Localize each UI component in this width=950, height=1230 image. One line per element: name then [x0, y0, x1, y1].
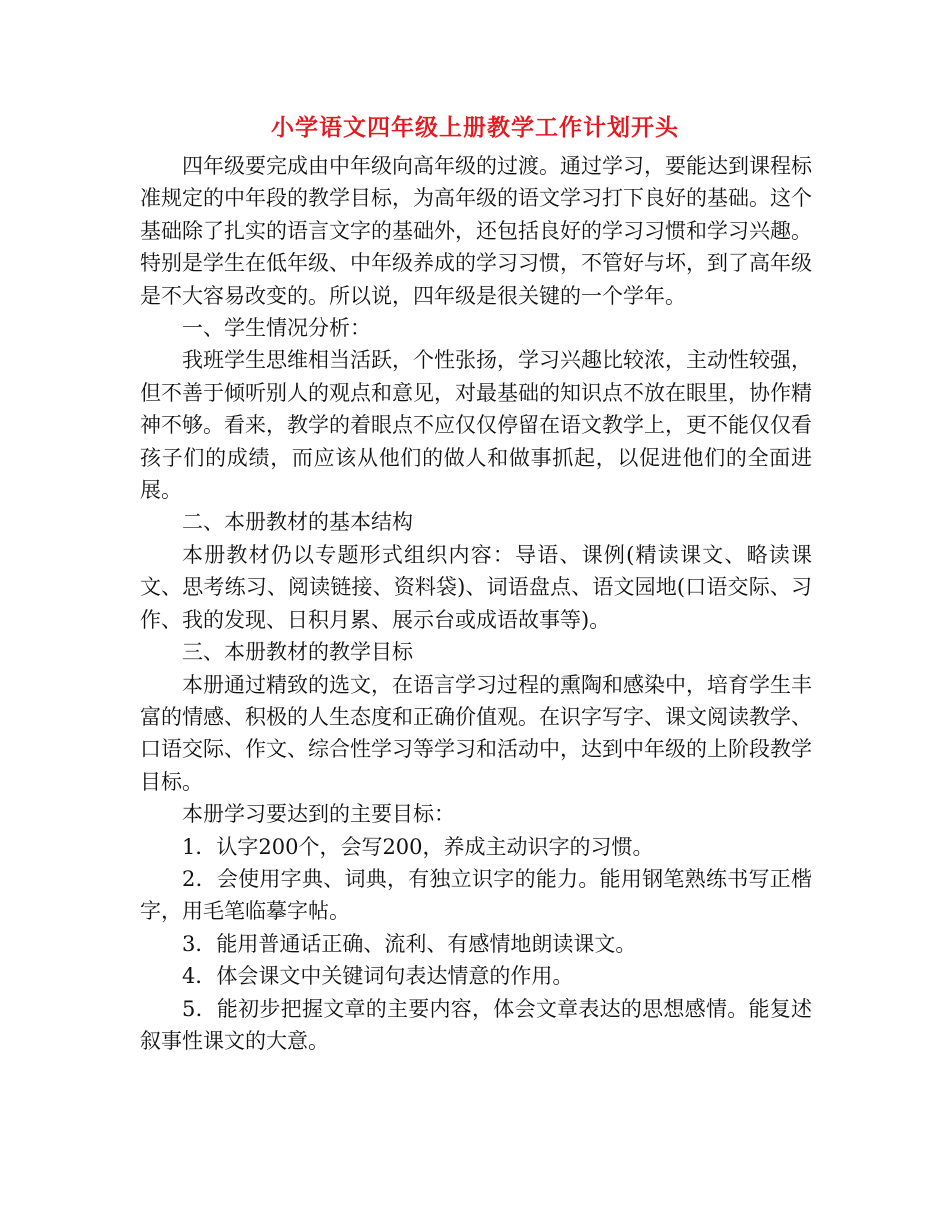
- teaching-goals-paragraph: 本册通过精致的选文，在语言学习过程的熏陶和感染中，培育学生丰富的情感、积极的人生态度和正确价值观。在识字写字、课文阅读教学、口语交际、作文、综合性学习等学习和活动中，达到中年级的上阶段教学目标。: [140, 672, 812, 794]
- textbook-structure-paragraph: 本册教材仍以专题形式组织内容：导语、课例(精读课文、略读课文、思考练习、阅读链接、资料袋)、词语盘点、语文园地(口语交际、习作、我的发现、日积月累、展示台或成语故事等)。: [140, 542, 812, 632]
- section-heading-student-analysis: 一、学生情况分析：: [182, 316, 371, 341]
- document-title: 小学语文四年级上册教学工作计划开头: [271, 115, 679, 141]
- section-heading-teaching-goals: 三、本册教材的教学目标: [182, 640, 413, 665]
- goal-item-2: 2．会使用字典、词典，有独立识字的能力。能用钢笔熟练书写正楷字，用毛笔临摹字帖。: [140, 866, 812, 924]
- main-goals-intro: 本册学习要达到的主要目标：: [182, 802, 455, 827]
- goal-item-3: 3．能用普通话正确、流利、有感情地朗读课文。: [182, 931, 637, 956]
- intro-paragraph: 四年级要完成由中年级向高年级的过渡。通过学习，要能达到课程标准规定的中年段的教学目标，为高年级的语文学习打下良好的基础。这个基础除了扎实的语言文字的基础外，还包括良好的学习习惯和学习兴趣。特别是学生在低年级、中年级养成的学习习惯，不管好与坏，到了高年级是不大容易改变的。所以说，四年级是很关键的一个学年。: [140, 154, 812, 308]
- goal-item-5: 5．能初步把握文章的主要内容，体会文章表达的思想感情。能复述叙事性课文的大意。: [140, 996, 812, 1053]
- section-heading-textbook-structure: 二、本册教材的基本结构: [182, 510, 413, 535]
- goal-item-4: 4．体会课文中关键词句表达情意的作用。: [182, 964, 574, 989]
- student-analysis-paragraph: 我班学生思维相当活跃，个性张扬，学习兴趣比较浓，主动性较强，但不善于倾听别人的观点和意见，对最基础的知识点不放在眼里，协作精神不够。看来，教学的着眼点不应仅仅停留在语文教学上，更不能仅仅看孩子们的成绩，而应该从他们的做人和做事抓起，以促进他们的全面进展。: [140, 348, 812, 503]
- goal-item-1: 1．认字200个，会写200，养成主动识字的习惯。: [182, 834, 654, 859]
- document-body: [140, 150, 812, 1057]
